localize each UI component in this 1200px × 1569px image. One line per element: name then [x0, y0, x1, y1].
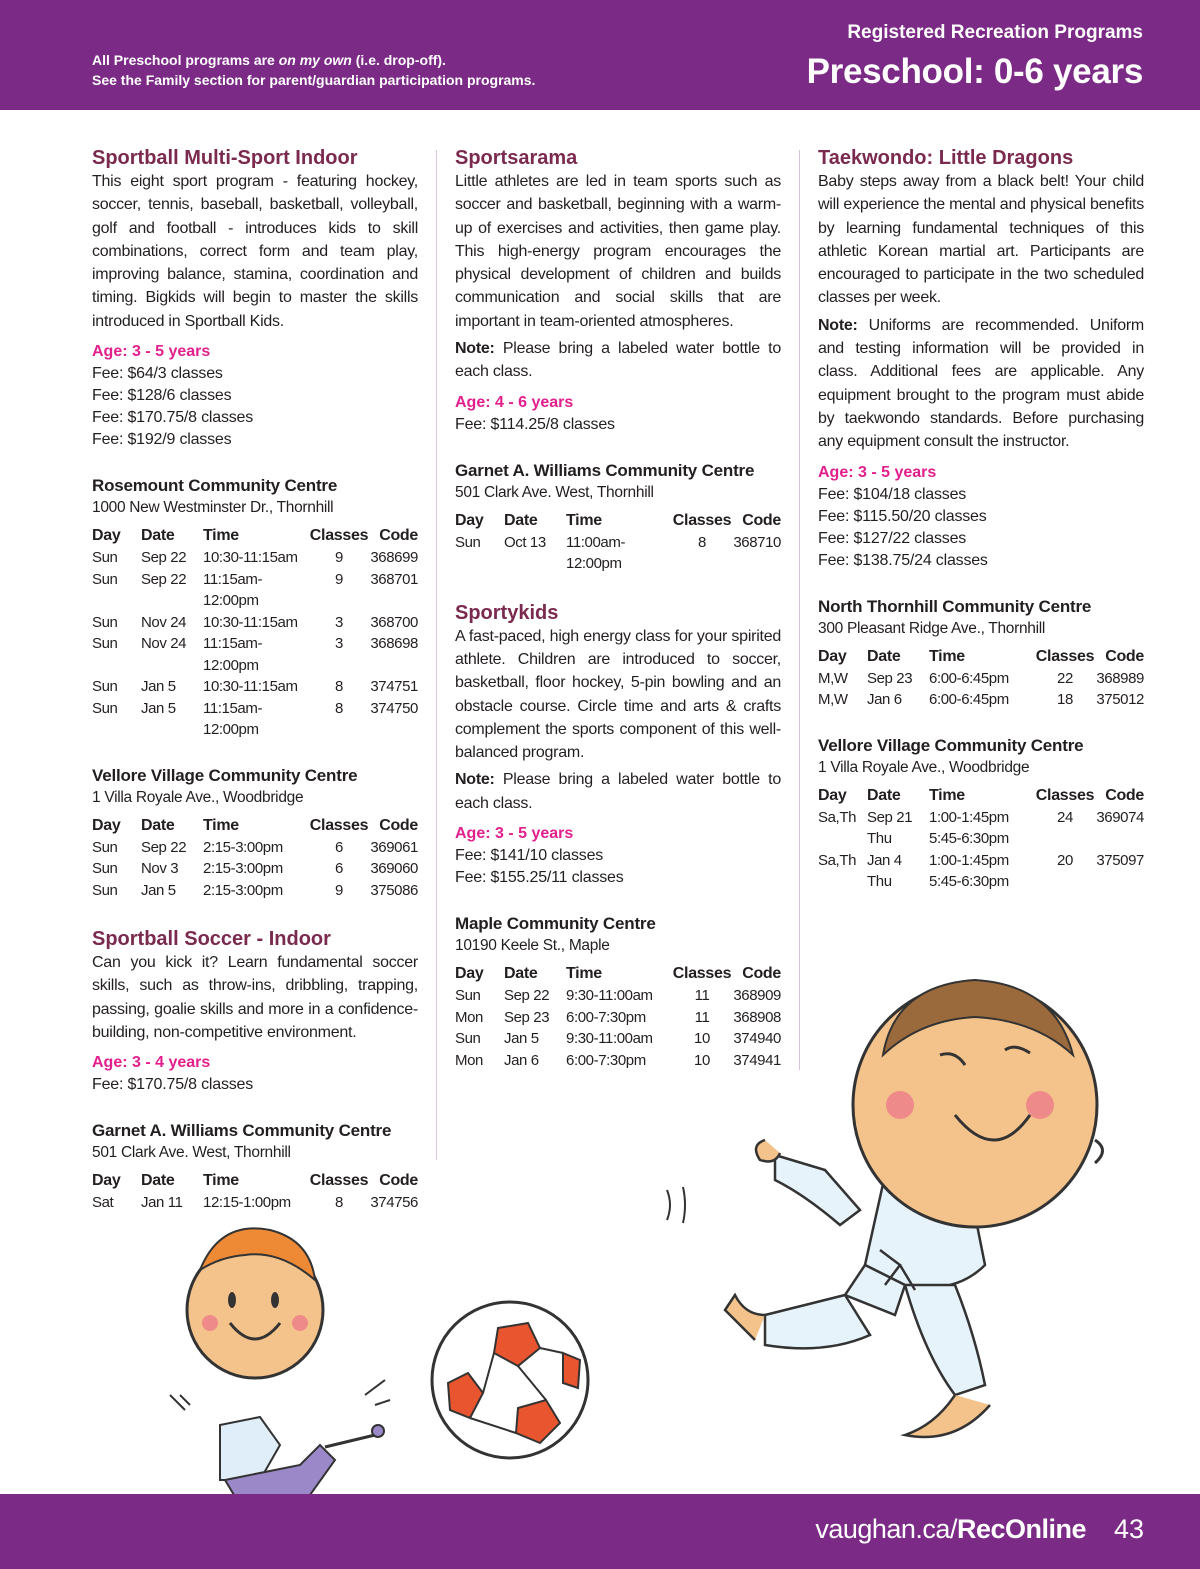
note-text: Uniforms are recommended. Uniform and testing information will be provided in class. Additional fees are applicable. Any equipment brought to the program must abide by taekwondo standards. Before purchasing any equipment consult the instructor. — [818, 316, 1144, 451]
age-range: Age: 3 - 5 years — [92, 343, 211, 361]
column-divider — [799, 150, 800, 1070]
schedule-cell-date: Thu — [867, 873, 892, 891]
schedule-cell-date: Jan 5 — [504, 1030, 539, 1048]
footer-link-prefix[interactable]: vaughan.ca/ — [815, 1514, 957, 1544]
schedule-cell-classes: 11 — [694, 987, 710, 1005]
schedule-row — [92, 698, 418, 741]
schedule-cell-time: 9:30-11:00am — [566, 987, 653, 1005]
column-middle — [455, 146, 781, 1071]
schedule-table — [455, 510, 781, 575]
location-block — [92, 475, 418, 741]
schedule-cell-classes: 20 — [1057, 851, 1073, 869]
column-header-classes: Classes — [309, 816, 369, 834]
schedule-cell-code: 368710 — [733, 533, 781, 551]
location-name: Maple Community Centre — [455, 914, 656, 934]
fee-line: Fee: $104/18 classes — [818, 485, 967, 503]
note-label: Note: — [455, 340, 495, 358]
schedule-header-row — [92, 525, 418, 547]
location-block — [818, 596, 1144, 711]
schedule-cell-time: 5:45-6:30pm — [929, 830, 1009, 848]
schedule-cell-code — [1095, 871, 1144, 893]
schedule-cell-classes: 10 — [694, 1051, 710, 1069]
column-header-code: Code — [742, 965, 781, 983]
fee-line: Fee: $192/9 classes — [92, 431, 232, 449]
schedule-cell-day: Sun — [92, 699, 118, 717]
schedule-cell-date: Sep 23 — [867, 669, 913, 687]
schedule-cell-day: M,W — [818, 691, 848, 709]
schedule-cell-time: 1:00-1:45pm — [929, 851, 1009, 869]
schedule-cell-date: Jan 6 — [867, 691, 902, 709]
column-header-date: Date — [141, 1172, 175, 1190]
fee-line: Fee: $64/3 classes — [92, 365, 223, 383]
location-block — [92, 765, 418, 902]
program-note — [455, 337, 781, 384]
header-note — [92, 50, 535, 90]
schedule-cell-date: Sep 21 — [867, 808, 913, 826]
schedule-row — [818, 668, 1144, 690]
schedule-cell-time: 6:00-7:30pm — [566, 1051, 646, 1069]
column-header-date: Date — [504, 511, 538, 529]
schedule-cell-day: Mon — [455, 1051, 483, 1069]
age-range: Age: 3 - 5 years — [455, 825, 574, 843]
schedule-header-row — [455, 510, 781, 532]
schedule-cell-code: 374941 — [733, 1051, 781, 1069]
program-sportsarama — [455, 146, 781, 575]
footer-link[interactable] — [815, 1514, 1086, 1545]
program-title: Sportball Multi-Sport Indoor — [92, 147, 358, 169]
column-header-time: Time — [203, 816, 239, 834]
schedule-cell-day: Mon — [455, 1008, 483, 1026]
schedule-cell-day — [818, 871, 867, 893]
location-name: Rosemount Community Centre — [92, 476, 338, 496]
schedule-cell-classes: 3 — [335, 635, 343, 653]
column-header-day: Day — [455, 965, 484, 983]
schedule-cell-date: Jan 11 — [141, 1194, 183, 1212]
schedule-cell-day: Sun — [92, 549, 118, 567]
schedule-cell-classes — [1035, 871, 1095, 893]
column-left — [92, 146, 418, 1214]
schedule-cell-day: Sat — [92, 1194, 114, 1212]
column-header-classes: Classes — [672, 511, 732, 529]
schedule-row — [92, 858, 418, 880]
schedule-header-row — [92, 815, 418, 837]
schedule-cell-day: Sa,Th — [818, 851, 857, 869]
schedule-cell-classes: 11 — [694, 1008, 710, 1026]
column-header-time: Time — [566, 965, 602, 983]
column-header-day: Day — [92, 1172, 121, 1190]
schedule-cell-date: Nov 24 — [141, 613, 187, 631]
page-footer — [0, 1494, 1200, 1569]
fee-line: Fee: $114.25/8 classes — [455, 415, 615, 433]
age-range: Age: 3 - 4 years — [92, 1054, 211, 1072]
column-header-code: Code — [379, 1172, 418, 1190]
schedule-cell-time: 11:15am-12:00pm — [203, 570, 263, 610]
schedule-cell-classes: 9 — [335, 881, 343, 899]
location-name: Garnet A. Williams Community Centre — [455, 460, 755, 480]
column-header-day: Day — [455, 511, 484, 529]
footer-link-bold[interactable]: RecOnline — [956, 1514, 1086, 1544]
schedule-row — [92, 569, 418, 612]
column-header-day: Day — [818, 647, 847, 665]
schedule-cell-classes: 10 — [694, 1030, 710, 1048]
schedule-cell-date: Jan 5 — [141, 881, 176, 899]
schedule-cell-time: 2:15-3:00pm — [203, 881, 283, 899]
schedule-cell-time: 12:15-1:00pm — [203, 1194, 291, 1212]
schedule-cell-time: 2:15-3:00pm — [203, 838, 283, 856]
program-note — [455, 768, 781, 815]
page-number: 43 — [1113, 1514, 1144, 1544]
location-address: 10190 Keele St., Maple — [455, 937, 610, 955]
fee-line: Fee: $138.75/24 classes — [818, 551, 988, 569]
column-header-date: Date — [867, 786, 901, 804]
program-title: Sportball Soccer - Indoor — [92, 928, 331, 951]
location-address: 501 Clark Ave. West, Thornhill — [455, 483, 654, 501]
column-header-time: Time — [566, 511, 602, 529]
schedule-table — [92, 815, 418, 902]
program-title: Sportykids — [455, 601, 559, 624]
column-header-time: Time — [929, 786, 965, 804]
schedule-cell-day: Sun — [92, 613, 118, 631]
schedule-cell-day: Sun — [92, 678, 118, 696]
column-header-classes: Classes — [309, 1172, 369, 1190]
column-header-code: Code — [1105, 786, 1144, 804]
location-name: Vellore Village Community Centre — [92, 765, 358, 785]
column-right — [818, 146, 1144, 893]
note-label: Note: — [455, 771, 495, 789]
schedule-cell-day — [818, 828, 867, 850]
schedule-cell-classes: 6 — [335, 838, 343, 856]
schedule-cell-date: Jan 4 — [867, 851, 902, 869]
schedule-row — [92, 837, 418, 859]
schedule-cell-date: Jan 6 — [504, 1051, 539, 1069]
schedule-header-row — [818, 785, 1144, 807]
schedule-cell-code: 368989 — [1096, 669, 1144, 687]
schedule-cell-code: 368908 — [733, 1008, 781, 1026]
soccer-ball-icon — [428, 1298, 593, 1463]
schedule-cell-code: 375097 — [1096, 851, 1144, 869]
column-header-code: Code — [1105, 647, 1144, 665]
fee-line: Fee: $155.25/11 classes — [455, 869, 624, 887]
location-name: Vellore Village Community Centre — [818, 735, 1084, 755]
schedule-header-row — [818, 646, 1144, 668]
fee-line: Fee: $115.50/20 classes — [818, 507, 987, 525]
program-title: Sportsarama — [455, 147, 578, 169]
schedule-row — [818, 850, 1144, 872]
schedule-cell-code — [1095, 828, 1144, 850]
schedule-cell-code: 368909 — [733, 987, 781, 1005]
age-range: Age: 3 - 5 years — [818, 463, 937, 481]
column-header-classes: Classes — [1035, 786, 1095, 804]
schedule-cell-date: Sep 22 — [141, 549, 187, 567]
schedule-cell-code: 368698 — [370, 635, 418, 653]
fee-line: Fee: $127/22 classes — [818, 529, 967, 547]
schedule-cell-date: Sep 23 — [504, 1008, 550, 1026]
fee-line: Fee: $141/10 classes — [455, 847, 604, 865]
program-description: Baby steps away from a black belt! Your child will experience the mental and physical benefits by learning fundamental techniques of this athletic Korean martial art. Participants are encouraged to participate in the two scheduled classes per week. — [818, 173, 1144, 307]
schedule-cell-classes: 8 — [335, 699, 343, 717]
fee-line: Fee: $128/6 classes — [92, 387, 232, 405]
schedule-cell-day: Sun — [92, 838, 118, 856]
schedule-cell-date: Sep 22 — [141, 570, 187, 588]
location-address: 300 Pleasant Ridge Ave., Thornhill — [818, 619, 1046, 637]
schedule-cell-code: 374756 — [370, 1194, 418, 1212]
schedule-cell-time: 5:45-6:30pm — [929, 873, 1009, 891]
schedule-row — [818, 828, 1144, 850]
schedule-cell-code: 375012 — [1096, 691, 1144, 709]
column-header-classes: Classes — [672, 965, 732, 983]
note-text: Please bring a labeled water bottle to each class. — [455, 340, 781, 381]
location-block — [818, 735, 1144, 893]
schedule-cell-code: 375086 — [370, 881, 418, 899]
column-header-date: Date — [141, 816, 175, 834]
schedule-cell-time: 6:00-7:30pm — [566, 1008, 646, 1026]
column-header-code: Code — [379, 816, 418, 834]
fee-line: Fee: $170.75/8 classes — [92, 1076, 254, 1094]
column-divider — [436, 150, 437, 1160]
location-address: 1000 New Westminster Dr., Thornhill — [92, 499, 334, 517]
column-header-date: Date — [504, 965, 538, 983]
schedule-cell-time: 11:15am-12:00pm — [203, 635, 263, 674]
column-header-time: Time — [203, 527, 239, 545]
schedule-cell-classes — [1035, 828, 1095, 850]
column-header-time: Time — [929, 647, 965, 665]
schedule-cell-day: Sun — [92, 881, 118, 899]
column-header-code: Code — [379, 527, 418, 545]
schedule-row — [92, 612, 418, 634]
location-address: 1 Villa Royale Ave., Woodbridge — [92, 788, 304, 806]
column-header-date: Date — [867, 647, 901, 665]
schedule-row — [92, 633, 418, 676]
header-note-line2: See the Family section for parent/guardian participation programs. — [92, 72, 536, 88]
schedule-cell-classes: 3 — [335, 613, 343, 631]
program-description: This eight sport program - featuring hockey, soccer, tennis, baseball, basketball, volleyball, golf and football - introduces kids to skill combinations, correct form and team play, improving balance, stamina, coordination and timing. Bigkids will begin to master the skills introduced in Sportball Kids. — [92, 173, 418, 330]
schedule-cell-classes: 8 — [335, 678, 343, 696]
taekwondo-kid-icon — [655, 965, 1145, 1475]
location-name: Garnet A. Williams Community Centre — [92, 1121, 392, 1141]
schedule-cell-time: 6:00-6:45pm — [929, 691, 1009, 709]
section-kicker: Registered Recreation Programs — [847, 22, 1143, 43]
schedule-cell-code: 368699 — [370, 549, 418, 567]
schedule-cell-time: 1:00-1:45pm — [929, 808, 1009, 826]
location-name: North Thornhill Community Centre — [818, 596, 1092, 616]
schedule-cell-time: 10:30-11:15am — [203, 678, 298, 696]
schedule-cell-day: Sun — [92, 570, 118, 588]
schedule-row — [92, 880, 418, 902]
column-header-date: Date — [141, 527, 175, 545]
schedule-row — [818, 807, 1144, 829]
schedule-cell-time: 10:30-11:15am — [203, 549, 298, 567]
header-note-emphasis: on my own — [278, 52, 352, 68]
schedule-table — [92, 525, 418, 741]
schedule-row — [818, 871, 1144, 893]
schedule-cell-classes: 18 — [1057, 691, 1073, 709]
page-title: Preschool: 0-6 years — [806, 52, 1143, 91]
program-sportball-multi-sport — [92, 146, 418, 901]
column-header-day: Day — [818, 786, 847, 804]
column-header-day: Day — [92, 816, 121, 834]
schedule-cell-date: Jan 5 — [141, 678, 176, 696]
schedule-cell-code: 369061 — [370, 838, 418, 856]
schedule-cell-day: Sa,Th — [818, 808, 857, 826]
schedule-cell-day: M,W — [818, 669, 848, 687]
schedule-cell-day: Sun — [92, 860, 118, 878]
header-note-text: All Preschool programs are — [92, 52, 279, 68]
schedule-cell-classes: 8 — [335, 1194, 343, 1212]
fee-line: Fee: $170.75/8 classes — [92, 409, 254, 427]
program-sportball-soccer — [92, 927, 418, 1214]
schedule-cell-day: Sun — [455, 533, 481, 551]
location-address: 501 Clark Ave. West, Thornhill — [92, 1144, 291, 1162]
column-header-classes: Classes — [309, 527, 369, 545]
schedule-cell-time: 2:15-3:00pm — [203, 860, 283, 878]
schedule-cell-date: Sep 22 — [504, 987, 550, 1005]
program-description: A fast-paced, high energy class for your spirited athlete. Children are introduced to soccer, basketball, floor hockey, 5-pin bowling and an obstacle course. Circle time and arts & crafts complement the sports component of this well-balanced program. — [455, 627, 781, 762]
column-header-day: Day — [92, 527, 121, 545]
schedule-cell-date: Sep 22 — [141, 838, 187, 856]
schedule-table — [818, 785, 1144, 893]
schedule-cell-code: 374751 — [370, 678, 418, 696]
program-description: Little athletes are led in team sports such as soccer and basketball, beginning with a warm-up of exercises and activities, then game play. This high-energy program encourages the physical development of children and builds communication and social skills that are important in team-oriented atmospheres. — [455, 173, 781, 330]
program-taekwondo — [818, 146, 1144, 893]
program-note — [818, 314, 1144, 454]
program-description: Can you kick it? Learn fundamental soccer skills, such as throw-ins, dribbling, trapping, passing, goalie skills and more in a confidence-building, non-competitive environment. — [92, 954, 418, 1041]
column-header-code: Code — [742, 511, 781, 529]
schedule-cell-code: 369060 — [370, 860, 418, 878]
schedule-cell-classes: 22 — [1057, 669, 1073, 687]
schedule-cell-code: 374750 — [370, 699, 418, 717]
schedule-cell-classes: 6 — [335, 860, 343, 878]
schedule-cell-time: 11:15am-12:00pm — [203, 699, 263, 739]
column-header-classes: Classes — [1035, 647, 1095, 665]
location-address: 1 Villa Royale Ave., Woodbridge — [818, 758, 1030, 776]
schedule-row — [92, 676, 418, 698]
header-note-text: (i.e. drop-off). — [351, 52, 446, 68]
schedule-cell-day: Sun — [455, 987, 481, 1005]
schedule-cell-code: 374940 — [733, 1030, 781, 1048]
schedule-row — [455, 532, 781, 575]
schedule-cell-classes: 9 — [335, 570, 343, 588]
schedule-header-row — [92, 1170, 418, 1192]
schedule-cell-classes: 9 — [335, 549, 343, 567]
location-block — [455, 460, 781, 575]
schedule-cell-time: 10:30-11:15am — [203, 613, 298, 631]
note-text: Please bring a labeled water bottle to each class. — [455, 771, 781, 812]
schedule-cell-date: Jan 5 — [141, 699, 176, 717]
schedule-cell-code: 368701 — [370, 570, 418, 588]
schedule-row — [92, 547, 418, 569]
schedule-cell-date: Thu — [867, 830, 892, 848]
schedule-row — [818, 689, 1144, 711]
schedule-cell-classes: 8 — [698, 533, 706, 551]
age-range: Age: 4 - 6 years — [455, 393, 574, 411]
schedule-cell-code: 369074 — [1096, 808, 1144, 826]
schedule-cell-date: Nov 3 — [141, 860, 179, 878]
schedule-cell-classes: 24 — [1057, 808, 1073, 826]
schedule-cell-time: 6:00-6:45pm — [929, 669, 1009, 687]
schedule-cell-code: 368700 — [370, 613, 418, 631]
schedule-cell-date: Oct 13 — [504, 533, 546, 551]
schedule-cell-day: Sun — [92, 635, 118, 653]
schedule-table — [818, 646, 1144, 711]
page-header — [0, 0, 1200, 110]
schedule-cell-time: 9:30-11:00am — [566, 1030, 653, 1048]
program-title: Taekwondo: Little Dragons — [818, 147, 1074, 169]
schedule-cell-day: Sun — [455, 1030, 481, 1048]
schedule-cell-time: 11:00am-12:00pm — [566, 533, 626, 573]
schedule-cell-date: Nov 24 — [141, 635, 187, 653]
note-label: Note: — [818, 316, 858, 334]
column-header-time: Time — [203, 1172, 239, 1190]
